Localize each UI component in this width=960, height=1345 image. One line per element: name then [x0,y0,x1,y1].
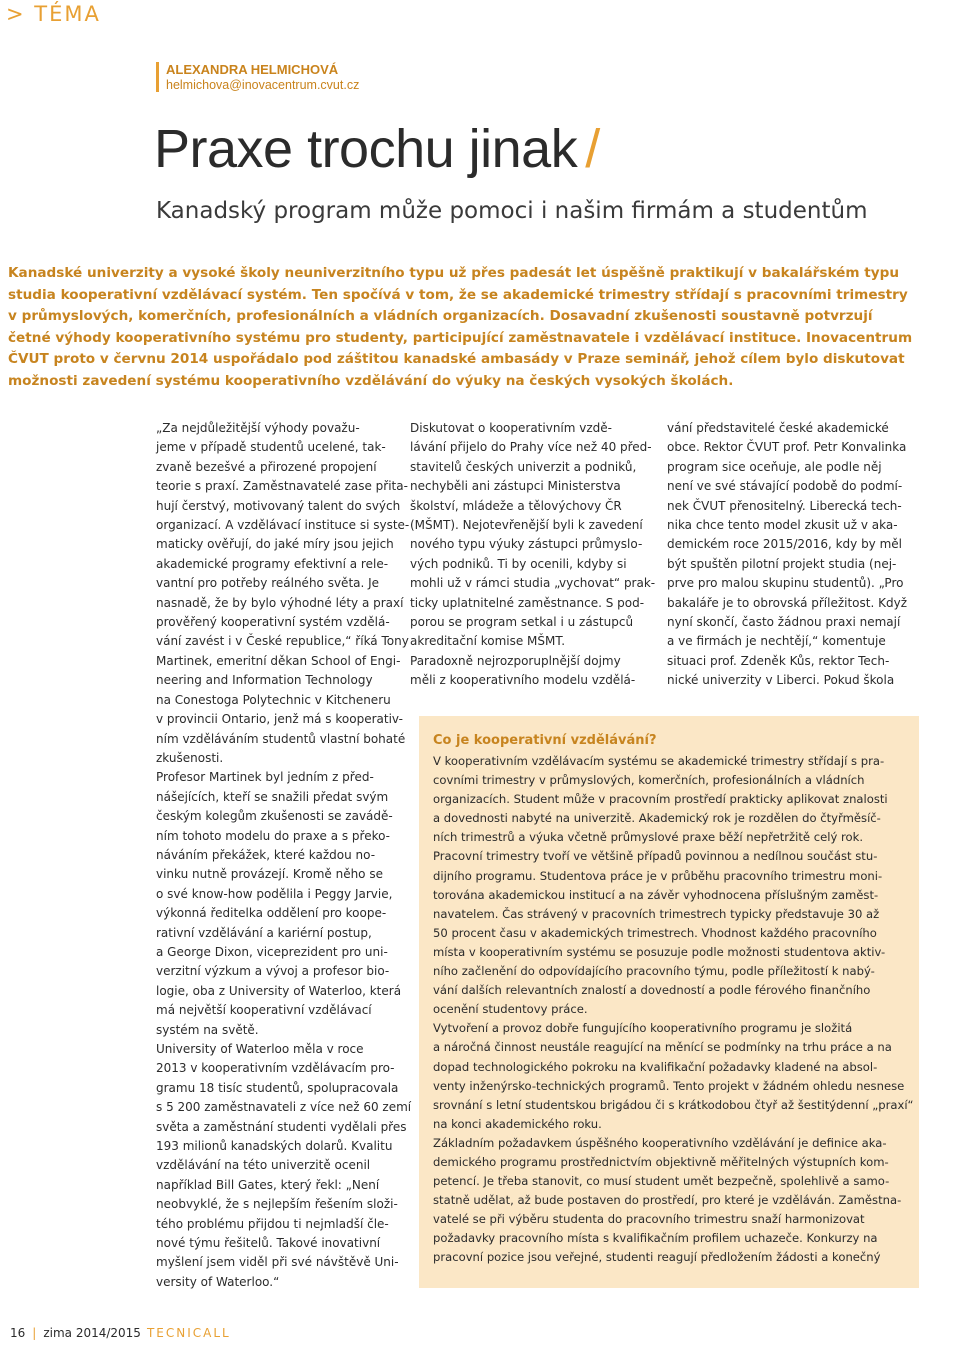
column-2-line: mohli už v rámci studia „vychovat“ prak- [410,576,656,591]
column-1-line: ním tohoto modelu do praxe a s překo- [156,828,391,843]
lead-line: ČVUT proto v červnu 2014 uspořádalo pod záštitou kanadské ambasády v Praze seminář, jehož cílem bylo diskutovat [8,351,905,368]
column-1-line: s 5 200 zaměstnavateli z více než 60 zemí [156,1100,412,1115]
column-1-line: Martinek, emeritní děkan School of Engi- [156,653,401,668]
column-1-line: neobvyklé, že s nejlepším řešením složi- [156,1197,398,1212]
column-3-line: vání představitelé české akademické [667,421,889,435]
lead-paragraph [8,263,953,393]
column-1-line: verzitní výzkum a vývoj a profesor bio- [156,964,390,979]
page-number: 16 [10,1326,26,1340]
column-1-line: českým kolegům zkušenosti se zavádě- [156,809,393,824]
sidebar-box-line: dopad technologického pokroku na kvalifikační požadavky kladené na absol- [433,1059,878,1074]
column-1-line: organizací. A vzdělávací instituce si syste- [156,518,410,533]
author-email[interactable]: helmichova@inovacentrum.cvut.cz [166,78,360,92]
sidebar-box-line: torována akademickou institucí a na závěr vyhodnocena příslušným zaměst- [433,887,879,902]
column-2-line: Paradoxně nejrozporuplnější dojmy [410,653,621,668]
column-2-line: nechyběli ani zástupci Ministerstva [410,479,621,494]
sidebar-box-line: na konci akademického roku. [433,1116,602,1131]
column-3-line: obce. Rektor ČVUT prof. Petr Konvalinka [667,440,907,455]
sidebar-box-line: petencí. Je třeba stanovit, co musí student umět bezpečně, spolehlivě a samo- [433,1174,890,1189]
issue-label: zima 2014/2015 [43,1326,141,1340]
column-3-line: a ve firmách je nechtějí,“ komentuje [667,634,886,649]
sidebar-box-line: Základním požadavkem úspěšného kooperativního vzdělávání je definice aka- [433,1135,887,1150]
sidebar-box-line: V kooperativním vzdělávacím systému se akademické trimestry střídají s pra- [433,754,885,768]
column-1-line: na Conestoga Polytechnic v Kitcheneru [156,692,391,707]
sidebar-box-line: ního začlenění do odpovídajícího pracovního týmu, podle příležitostí k nabý- [433,964,875,979]
author-name: ALEXANDRA HELMICHOVÁ [166,62,339,77]
column-1-line: vání zavést i v České republice,“ říká Tony [156,634,409,649]
column-1-line: teorie s praxí. Zaměstnavatelé zase přita- [156,479,408,494]
column-3-line: není ve své stávající podobě do podmí- [667,479,903,494]
column-1-line: myšlení jsem viděl při své návštěvě Uni- [156,1255,399,1270]
sidebar-box-line: vání dalších relevantních znalostí a dovedností a podle férového finančního [433,983,871,998]
text-column-3 [667,419,907,691]
column-1-line: zvaně bezešvé a přirozené propojení [156,459,377,474]
sidebar-box-line: ocenění studentovy práce. [433,1002,588,1017]
column-3-line: nyní skončí, často žádnou praxi nemají [667,615,901,630]
column-3-line: prve pro malou skupinu studentů). „Pro [667,576,904,591]
column-2-line: stavitelů českých univerzit a podniků, [410,459,637,474]
sidebar-box-line: vatelé se při výběru studenta do pracovního trimestru snaží harmonizovat [433,1212,865,1227]
sidebar-box-line: a náročná činnost neustále reagující na měnící se podmínky na trhu práce a na [433,1040,892,1055]
sidebar-box-title: Co je kooperativní vzdělávání? [433,733,657,748]
sidebar-box-line: 50 procent času v akademických trimestrech. Vhodnost každého pracovního [433,925,877,940]
author-accent-bar [156,62,159,92]
lead-line: možnosti zavedení systému kooperativního vzdělávání do výuky na českých vysokých školách. [8,372,734,389]
column-1-line: versity of Waterloo.“ [156,1274,280,1289]
column-2-line: lávání přijelo do Prahy více než 40 před- [410,440,652,455]
column-1-line: a George Dixon, viceprezident pro uni- [156,944,388,959]
lead-line: v průmyslových, komerčních, profesionálních a vládních organizacích. Dosavadní zkušenosti soustavně potvrzují [8,308,873,325]
column-1-line: Profesor Martinek byl jedním z před- [156,770,374,785]
column-3-line: program sice oceňuje, ale podle něj [667,459,882,474]
sidebar-box-line: statně udělat, až bude postaven do prostředí, pro které je vzděláván. Zaměstna- [433,1193,902,1208]
lead-line: četné výhody kooperativního systému pro studenty, participující zaměstnavatele i vzdělávací instituce. Inovacentrum [8,329,913,346]
column-1-line: světa a zaměstnání studenti vydělali přes [156,1119,407,1134]
column-1-line: rativní vzdělávání a kariérní postup, [156,925,372,940]
column-1-line: tého problému přijdou ti nejmladší čle- [156,1216,389,1231]
title-slash: / [585,119,600,179]
column-1-line: neering and Information Technology [156,673,373,688]
column-2-line: nového typu výuky zástupci průmyslo- [410,537,643,552]
footer-separator: | [32,1326,37,1340]
column-2-line: ticky uplatnitelné zaměstnance. S pod- [410,595,645,610]
column-1-line: nasnadě, že by bylo výhodné léty a praxí [156,595,404,610]
column-1-line: vinku nutně provázejí. Kromě něho se [156,867,383,882]
sidebar-box-line: demického programu prostřednictvím objektivně měřitelných výstupních kom- [433,1154,889,1169]
column-1-line: výkonná ředitelka oddělení pro koope- [156,906,387,921]
lead-line: studia kooperativní vzdělávací systém. Ten spočívá v tom, že se akademické trimestry střídají s pracovními trimestry [8,286,908,303]
column-1-line: má největší kooperativní vzdělávací [156,1003,372,1018]
column-1-line: gramu 18 tisíc studentů, spolupracovala [156,1080,399,1095]
column-1-line: „Za nejdůležitější výhody považu- [156,421,360,435]
sidebar-box-line: Pracovní trimestry tvoří ve většině případů povinnou a nedílnou součást stu- [433,849,878,864]
sidebar-box-text [433,752,913,1268]
sidebar-box-line: ních trimestrů a výuka včetně průmyslové praxe běží nepřetržitě celý rok. [433,830,864,845]
column-1-line: o své know-how podělila i Peggy Jarvie, [156,886,393,901]
sidebar-box-line: navatelem. Čas strávený v pracovních trimestrech typicky představuje 30 až [433,906,880,921]
column-1-line: systém na světě. [156,1022,259,1037]
column-2-line: vých podniků. Ti by ocenili, kdyby si [410,556,627,571]
sidebar-box-line: covními trimestry v průmyslových, komerčních, profesionálních a vládních [433,773,865,788]
column-1-line: v provincii Ontario, jenž má s kooperativ- [156,712,404,727]
column-1-line: University of Waterloo měla v roce [156,1042,364,1056]
column-1-line: 2013 v kooperativním vzdělávacím pro- [156,1061,395,1076]
column-1-line: akademické programy efektivní a rele- [156,556,389,571]
column-3-line: demickém roce 2015/2016, kdy by měl [667,537,903,552]
sidebar-box-line: srovnání s letní studentskou brigádou či s krátkodobou čtyř až šestitýdenní „praxí“ [433,1097,914,1112]
column-3-line: situaci prof. Zdeněk Kůs, rektor Tech- [667,653,890,668]
sidebar-box-line: Vytvoření a provoz dobře fungujícího kooperativního programu je složitá [433,1021,853,1036]
column-3-line: bakaláře je to obrovská příležitost. Když [667,595,907,610]
column-1-line: například Bill Gates, který řekl: „Není [156,1177,380,1192]
sidebar-box-line: dijního programu. Studentova práce je v průběhu pracovního trimestru moni- [433,868,883,883]
sidebar-box-line: pracovní pozice jsou veřejné, studenti reagují předložením žádosti a konečný [433,1250,881,1265]
column-1-line: zkušenosti. [156,750,224,765]
column-3-line: nické univerzity v Liberci. Pokud škola [667,673,895,688]
column-2-line: akreditační komise MŠMT. [410,634,566,649]
column-1-line: nové týmu řešitelů. Takové inovativní [156,1236,381,1251]
sidebar-box-line: místa v kooperativním systému se posuzuje podle možnosti studentova aktiv- [433,944,886,959]
article-subtitle: Kanadský program může pomoci i našim firmám a studentům [156,198,868,224]
column-2-line: měli z kooperativního modelu vzdělá- [410,673,636,688]
magazine-brand: TECNICALL [146,1326,231,1340]
column-2-line: Diskutovat o kooperativním vzdě- [410,421,612,435]
column-1-line: maticky ověřují, do jaké míry jsou jejich [156,537,394,552]
column-3-line: být spuštěn pilotní projekt studia (nej- [667,556,897,571]
column-1-line: logie, oba z University of Waterloo, která [156,983,402,998]
column-1-line: 193 milionů kanadských dolarů. Kvalitu [156,1139,393,1154]
column-3-line: nek ČVUT přenositelný. Liberecká tech- [667,498,902,513]
column-2-line: porou se program setkal i u zástupců [410,615,634,630]
lead-line: Kanadské univerzity a vysoké školy neuniverzitního typu už přes padesát let úspěšně praktikují v bakalářském typu [8,265,900,281]
article-title [154,118,600,180]
column-1-line: prověřený kooperativní systém vzdělá- [156,615,390,630]
column-1-line: vzdělávání na této univerzitě ocenil [156,1158,371,1173]
column-3-line: nika chce tento model zkusit už v aka- [667,518,898,533]
sidebar-box-line: venty inženýrsko-technických programů. Tento projekt v žádném ohledu nesnese [433,1078,905,1093]
column-1-line: nášejících, kteří se snažili předat svým [156,789,389,804]
column-2-line: školství, mládeže a tělovýchovy ČR [410,498,622,513]
text-column-1 [156,419,412,1292]
column-1-line: náváním překážek, které každou no- [156,847,376,862]
text-column-2 [410,419,656,691]
sidebar-box-line: organizacích. Student může v pracovním prostředí prakticky aplikovat znalosti [433,792,888,807]
column-1-line: hují čerstvý, motivovaný talent do svých [156,498,401,513]
sidebar-box-line: požadavky pracovního místa s kvalifikačním profilem uchazeče. Konkurzy na [433,1231,878,1246]
column-1-line: jeme v případě studentů ucelené, tak- [156,440,386,455]
column-1-line: vantní pro potřeby reálného světa. Je [156,576,380,591]
article-title-text: Praxe trochu jinak [154,119,578,179]
column-1-line: ním vzděláváním studentů vlastní bohaté [156,731,406,746]
column-2-line: (MŠMT). Nejotevřenější byli k zavedení [410,518,643,533]
page-footer [10,1326,231,1340]
section-tag: > TÉMA [6,2,101,26]
sidebar-box-line: a dovednosti nabyté na univerzitě. Akademický rok je rozdělen do čtyřměsíč- [433,811,881,826]
